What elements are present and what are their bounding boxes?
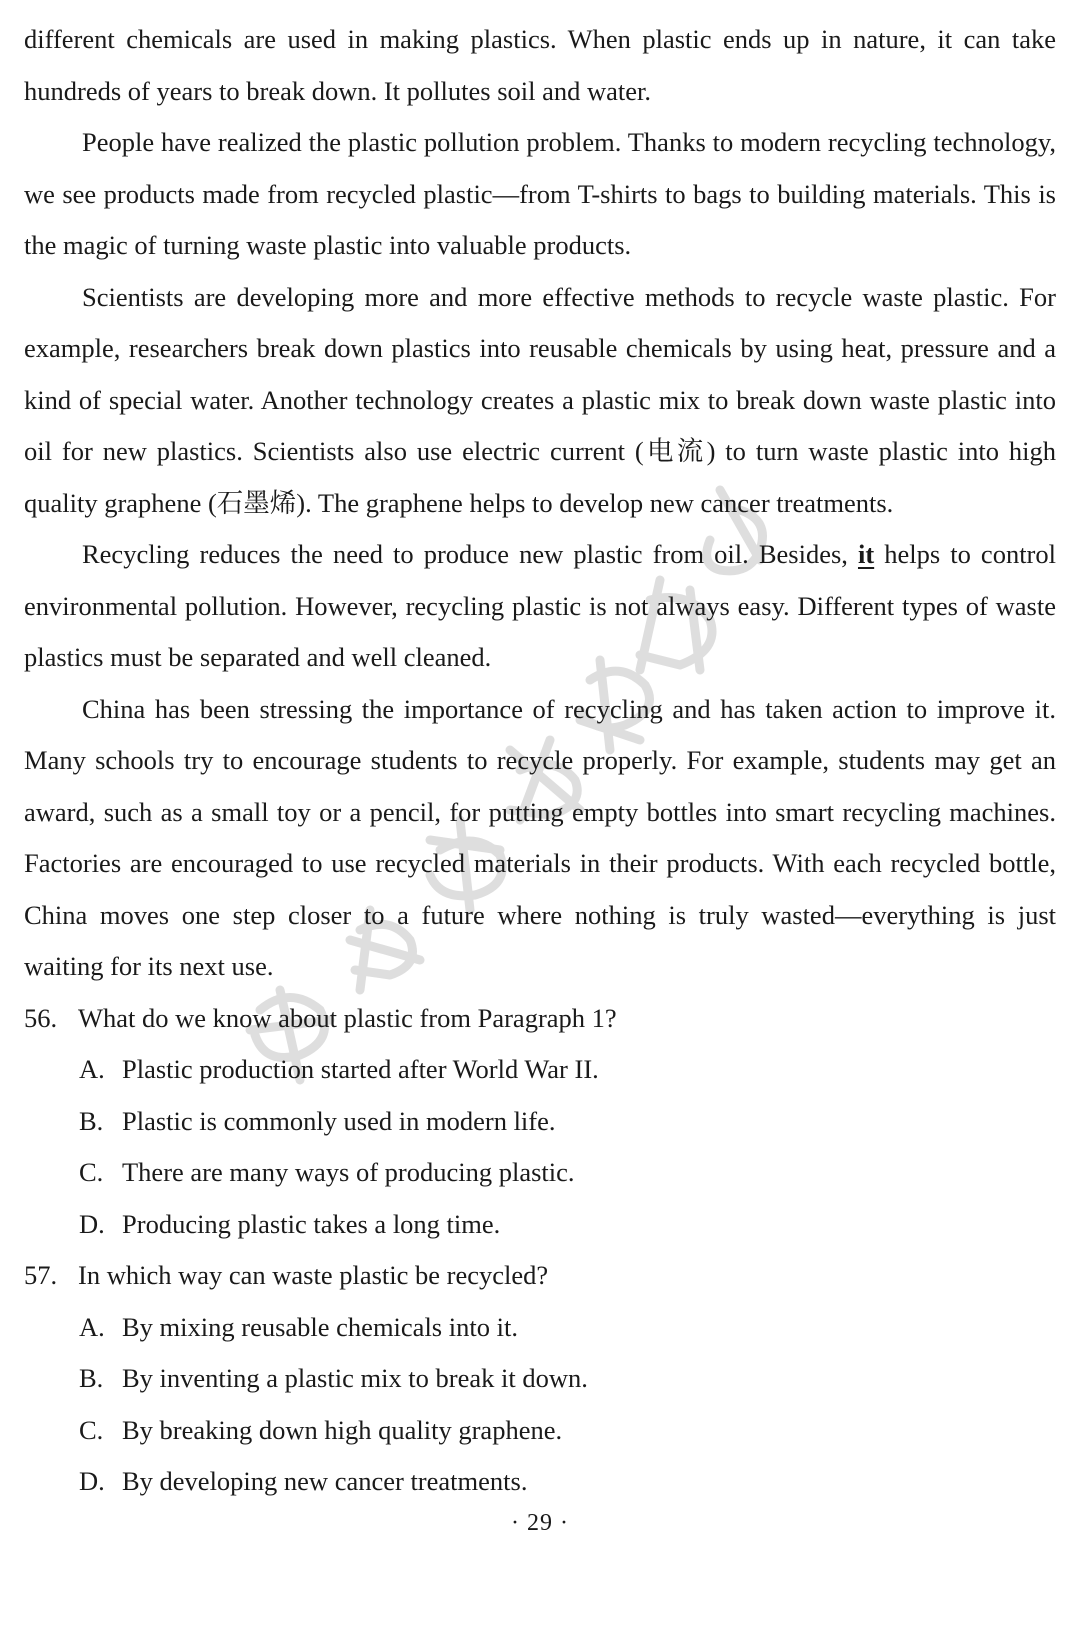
- option-text: By inventing a plastic mix to break it down.: [122, 1363, 588, 1393]
- reading-passage: [24, 14, 1056, 993]
- option-letter: B.: [79, 1363, 104, 1393]
- answer-option: [24, 1199, 1056, 1251]
- paragraph-text: Scientists are developing more and more effective methods to recycle waste plastic. For example, researchers break down plastics into reusable chemicals by using heat, pressure and a kind of special water. Another technology creates a plastic mix to break down waste plastic into oil for new plastics. Scientists also use electric current (电流) to turn waste plastic into high quality graphene (石墨烯). The graphene helps to develop new cancer treatments.: [24, 281, 1056, 518]
- answer-option: [24, 1456, 1056, 1508]
- answer-option: [24, 1147, 1056, 1199]
- question-item: [24, 993, 1056, 1251]
- option-text: By mixing reusable chemicals into it.: [122, 1311, 518, 1342]
- answer-option: [24, 1302, 1056, 1354]
- option-letter: A.: [79, 1311, 105, 1342]
- option-letter: D.: [79, 1466, 105, 1496]
- option-letter: D.: [79, 1208, 105, 1239]
- answer-option: [24, 1405, 1056, 1457]
- passage-paragraph: [24, 684, 1056, 993]
- question-number: 56.: [24, 1002, 58, 1033]
- option-letter: A.: [79, 1054, 105, 1084]
- paragraph-text: different chemicals are used in making plastics. When plastic ends up in nature, it can take hundreds of years to break down. It pollutes soil and water.: [24, 24, 1056, 106]
- page-number: · 29 ·: [511, 1510, 569, 1536]
- question-list: [24, 993, 1056, 1508]
- question-text: In which way can waste plastic be recycled?: [78, 1260, 549, 1290]
- passage-paragraph: [24, 272, 1056, 530]
- question-number: 57.: [24, 1260, 58, 1290]
- passage-paragraph: [24, 14, 1056, 117]
- option-text: By breaking down high quality graphene.: [122, 1414, 563, 1445]
- option-text: Producing plastic takes a long time.: [122, 1208, 501, 1239]
- document-page: [24, 14, 1056, 1508]
- underlined-pronoun: it: [857, 539, 875, 569]
- option-letter: C.: [79, 1414, 104, 1445]
- passage-paragraph: [24, 117, 1056, 272]
- option-letter: B.: [79, 1105, 104, 1136]
- question-stem: [24, 1250, 1056, 1302]
- option-text: There are many ways of producing plastic.: [122, 1157, 575, 1187]
- question-stem: [24, 993, 1056, 1045]
- option-text: By developing new cancer treatments.: [122, 1466, 528, 1496]
- answer-option: [24, 1044, 1056, 1096]
- paragraph-text: China has been stressing the importance of recycling and has taken action to improve it. Many schools try to encourage students to recycle properly. For example, students may get an award, such as a small toy or a pencil, for putting empty bottles into smart recycling machines. Factories are encouraged to use recycled materials in their products. With each recycled bottle, China moves one step closer to a future where nothing is truly wasted—everything is just waiting for its next use.: [24, 693, 1056, 981]
- paragraph-text: helps to control environmental pollution. However, recycling plastic is not always easy. Different types of waste plastics must be separated and well cleaned.: [24, 539, 1056, 672]
- question-text: What do we know about plastic from Paragraph 1?: [78, 1002, 617, 1033]
- question-item: [24, 1250, 1056, 1508]
- answer-option: [24, 1353, 1056, 1405]
- paragraph-text: Recycling reduces the need to produce new plastic from oil. Besides,: [82, 539, 858, 569]
- answer-option: [24, 1096, 1056, 1148]
- passage-paragraph: [24, 529, 1056, 684]
- option-text: Plastic is commonly used in modern life.: [122, 1105, 556, 1136]
- paragraph-text: People have realized the plastic pollution problem. Thanks to modern recycling technology, we see products made from recycled plastic—from T-shirts to bags to building materials. This is the magic of turning waste plastic into valuable products.: [24, 127, 1056, 260]
- option-text: Plastic production started after World War II.: [122, 1054, 599, 1084]
- option-letter: C.: [79, 1157, 104, 1187]
